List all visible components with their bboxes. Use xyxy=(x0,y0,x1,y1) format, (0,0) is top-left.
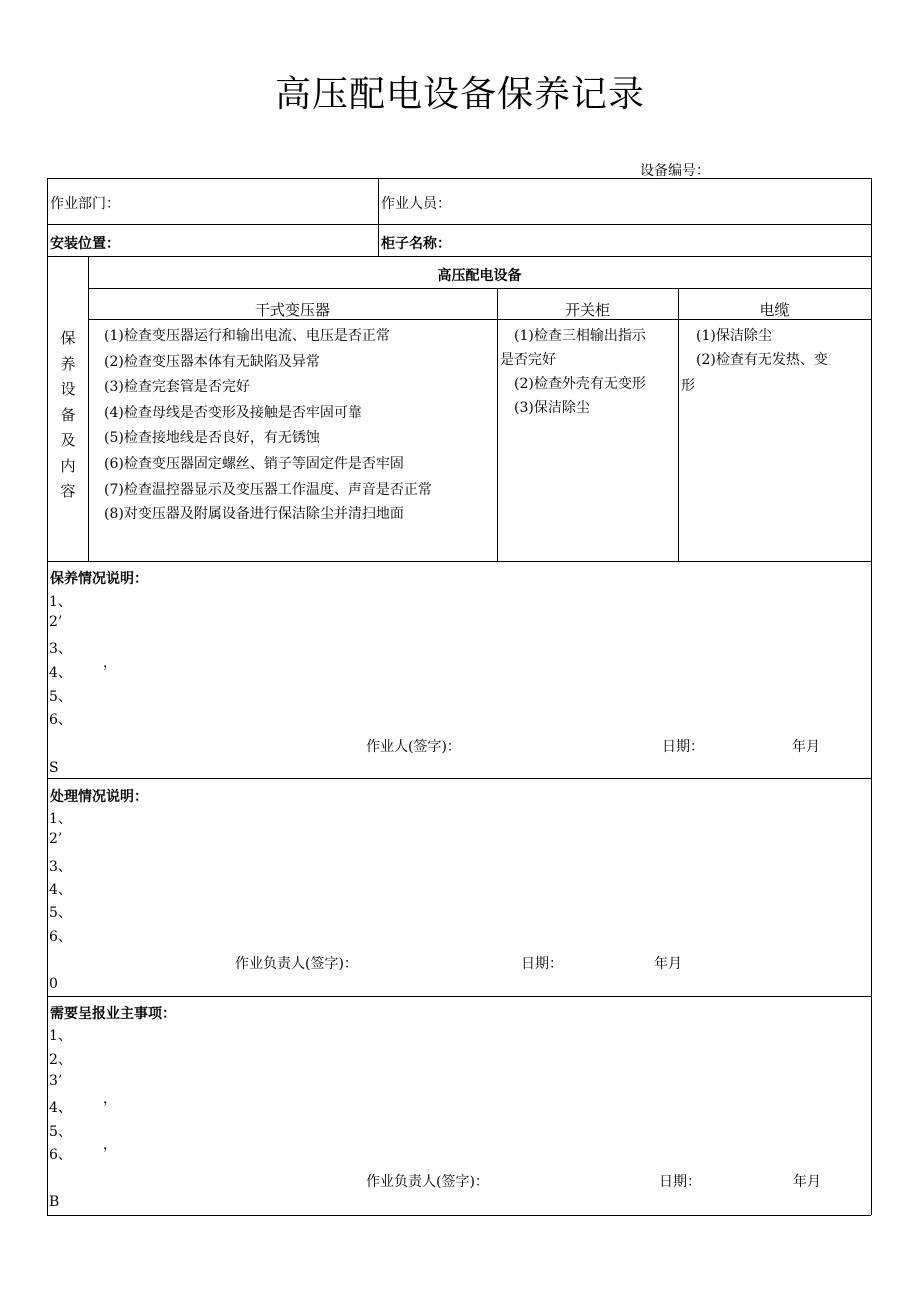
list-item: (1)保洁除尘 xyxy=(696,328,772,344)
list-item: 6、 xyxy=(49,712,72,728)
transformer-header: 干式变压器 xyxy=(254,301,330,319)
cabinet-label: 柜子名称： xyxy=(381,236,451,252)
list-item: (8)对变压器及附属设备进行保洁除尘并清扫地面 xyxy=(104,506,404,522)
list-item: (1)检查三相输出指示 xyxy=(514,328,646,344)
maintenance-label: 保养情况说明： xyxy=(50,571,148,587)
date-label: 日期： xyxy=(659,1174,701,1190)
list-item: 2、 xyxy=(49,1052,72,1068)
year-month-label: 年月 xyxy=(792,739,820,755)
list-item: (1)检查变压器运行和输出电流、电压是否正常 xyxy=(104,328,390,344)
list-item: 是否完好 xyxy=(500,352,556,368)
list-item: (5)检查接地线是否良好，有无锈蚀 xyxy=(104,430,320,446)
tail-mark: 0 xyxy=(49,976,58,992)
left-vertical-label: 保 养 设 备 及 内 容 xyxy=(60,329,76,500)
list-item: 2’ xyxy=(49,831,63,847)
switchgear-header: 开关柜 xyxy=(564,301,610,319)
list-item: 5、 xyxy=(49,1124,72,1140)
list-item: (3)检查完套管是否完好 xyxy=(104,379,250,395)
date-label: 日期： xyxy=(662,739,704,755)
list-item: (2)检查变压器本体有无缺陷及异常 xyxy=(104,354,320,370)
list-item: 1、 xyxy=(49,811,72,827)
list-item: 3、 xyxy=(49,641,72,657)
list-item: (6)检查变压器固定螺丝、销子等固定件是否牢固 xyxy=(104,456,404,472)
stray-mark: ， xyxy=(103,1137,117,1153)
list-item: 3’ xyxy=(49,1073,63,1089)
sign-label: 作业负责人(签字)： xyxy=(366,1174,489,1190)
tail-mark: S xyxy=(49,760,59,776)
list-item: 4、 xyxy=(49,665,72,681)
year-month-label: 年月 xyxy=(793,1174,821,1190)
sign-label: 作业负责人(签字)： xyxy=(235,956,358,972)
report-label: 需要呈报业主事项： xyxy=(50,1006,176,1022)
device-no-label: 设备编号： xyxy=(640,163,710,179)
worker-label: 作业人员： xyxy=(381,196,451,212)
year-month-label: 年月 xyxy=(654,956,682,972)
list-item: (2)检查有无发热、变 xyxy=(696,352,828,368)
list-item: 1、 xyxy=(49,594,72,610)
list-item: (3)保洁除尘 xyxy=(514,400,590,416)
location-label: 安装位置： xyxy=(50,236,120,252)
date-label: 日期： xyxy=(521,956,563,972)
list-item: 形 xyxy=(681,378,695,394)
list-item: (7)检查温控器显示及变压器工作温度、声音是否正常 xyxy=(104,482,432,498)
list-item: (2)检查外壳有无变形 xyxy=(514,376,646,392)
list-item: 1、 xyxy=(49,1028,72,1044)
tail-mark: B xyxy=(49,1194,60,1210)
page-title: 高压配电设备保养记录 xyxy=(274,74,645,115)
sign-label: 作业人(签字)： xyxy=(366,739,461,755)
equipment-header: 高压配电设备 xyxy=(437,268,522,284)
dept-label: 作业部门： xyxy=(50,196,120,212)
list-item: 2’ xyxy=(49,614,63,630)
list-item: (4)检查母线是否变形及接触是否牢固可靠 xyxy=(104,405,362,421)
list-item: 4、 xyxy=(49,1100,72,1116)
list-item: 5、 xyxy=(49,905,72,921)
stray-mark: ， xyxy=(103,655,117,671)
cable-header: 电缆 xyxy=(759,301,790,319)
list-item: 3、 xyxy=(49,859,72,875)
list-item: 4、 xyxy=(49,882,72,898)
list-item: 6、 xyxy=(49,929,72,945)
stray-mark: ， xyxy=(103,1091,117,1107)
list-item: 5、 xyxy=(49,689,72,705)
handling-label: 处理情况说明： xyxy=(50,789,148,805)
list-item: 6、 xyxy=(49,1147,72,1163)
